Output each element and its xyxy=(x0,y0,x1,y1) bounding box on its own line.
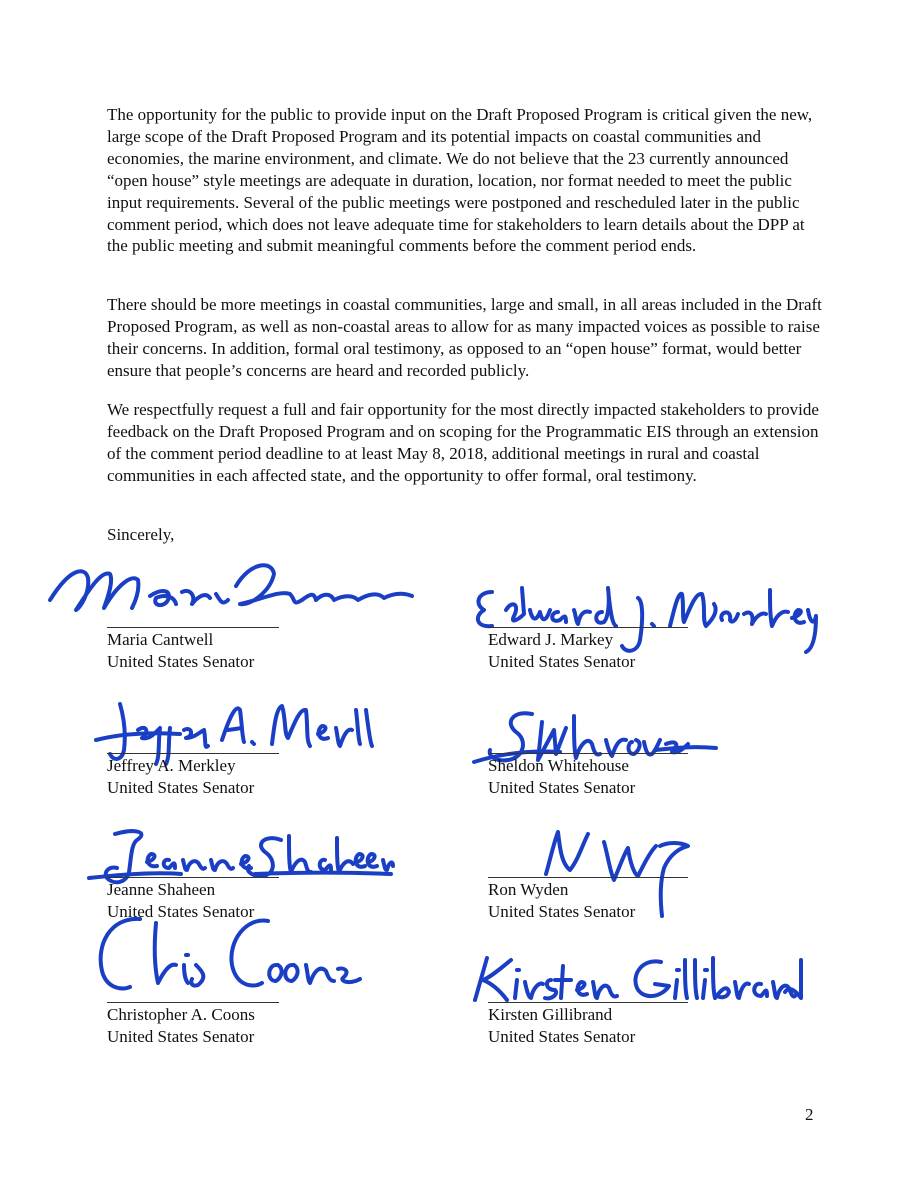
closing-salutation: Sincerely, xyxy=(107,525,175,544)
signature-gillibrand xyxy=(465,950,805,1010)
signatory-title: United States Senator xyxy=(107,778,255,797)
signatory-title: United States Senator xyxy=(488,778,636,797)
body-paragraph-1: The opportunity for the public to provide input on the Draft Proposed Program is critical given the new, large scope of the Draft Proposed Program and its potential impacts on coastal communities and economies, the marine environment, and climate. We do not believe that the 23 currently announced “open house” style meetings are adequate in duration, location, nor format needed to meet the public input requirements. Several of the public meetings were postponed and rescheduled later in the public comment period, which does not leave adequate time for stakeholders to learn details about the DPP at the public meeting and submit meaningful comments before the comment period ends. xyxy=(107,105,813,256)
signatory-name: Christopher A. Coons xyxy=(107,1005,255,1024)
signatory-name: Maria Cantwell xyxy=(107,630,214,649)
signatory-name: Jeffrey A. Merkley xyxy=(107,756,236,775)
page-number: 2 xyxy=(805,1105,814,1124)
signature-line xyxy=(107,1002,279,1003)
signature-line xyxy=(107,877,279,878)
body-paragraph-2: There should be more meetings in coastal communities, large and small, in all areas included in the Draft Proposed Program, as well as non-coastal areas to allow for as many impacted voices as possible to raise their concerns. In addition, formal oral testimony, as opposed to an “open house” format, would better ensure that people’s concerns are heard and recorded publicly. xyxy=(107,295,822,380)
signatory-title: United States Senator xyxy=(107,652,255,671)
signatory-title: United States Senator xyxy=(488,1027,636,1046)
signature-line xyxy=(488,1002,688,1003)
signatory-name: Sheldon Whitehouse xyxy=(488,756,629,775)
signatory-name: Kirsten Gillibrand xyxy=(488,1005,613,1024)
body-paragraph-3: We respectfully request a full and fair opportunity for the most directly impacted stakeholders to provide feedback on the Draft Proposed Program and on scoping for the Programmatic EIS through an extension of the comment period deadline to at least May 8, 2018, additional meetings in rural and coastal communities in each affected state, and the opportunity to offer formal, oral testimony. xyxy=(107,400,819,485)
signatory-name: Ron Wyden xyxy=(488,880,569,899)
signature-cantwell xyxy=(40,548,420,628)
signature-line xyxy=(488,877,688,878)
signature-line xyxy=(107,627,279,628)
signatory-name: Jeanne Shaheen xyxy=(107,880,216,899)
signatory-title: United States Senator xyxy=(107,902,255,921)
signature-line xyxy=(107,753,279,754)
signature-line xyxy=(488,627,688,628)
signatory-title: United States Senator xyxy=(488,652,636,671)
signatory-title: United States Senator xyxy=(107,1027,255,1046)
signature-line xyxy=(488,753,688,754)
signatory-title: United States Senator xyxy=(488,902,636,921)
signatory-name: Edward J. Markey xyxy=(488,630,614,649)
